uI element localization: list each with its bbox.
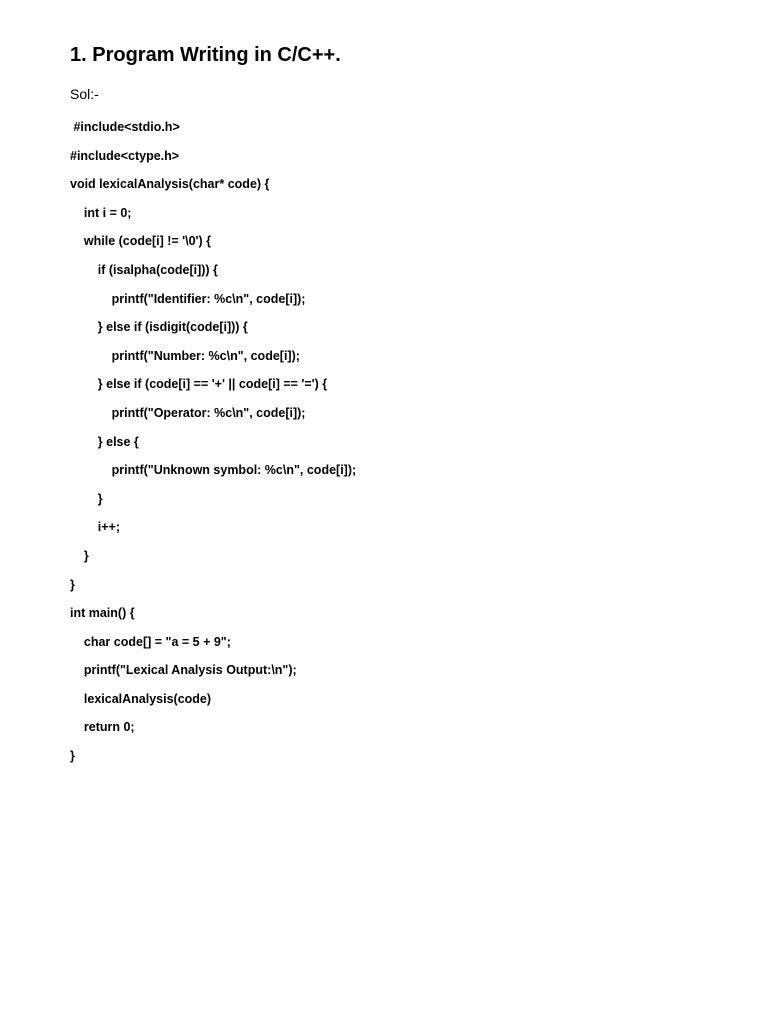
code-line: printf("Unknown symbol: %c\n", code[i]); (70, 463, 357, 478)
code-line: } else if (isdigit(code[i])) { (70, 320, 248, 335)
code-line: } (70, 749, 75, 764)
code-line: } (70, 491, 103, 506)
code-line: if (isalpha(code[i])) { (70, 262, 218, 277)
code-line: } else { (70, 434, 139, 449)
code-line: #include<ctype.h> (70, 148, 180, 163)
code-line: int main() { (70, 606, 135, 621)
solution-label: Sol:- (70, 86, 99, 102)
code-line: } else if (code[i] == '+' || code[i] == '=') { (70, 377, 328, 392)
code-line: lexicalAnalysis(code) (70, 691, 212, 706)
code-line: printf("Operator: %c\n", code[i]); (70, 405, 306, 420)
code-line: printf("Identifier: %c\n", code[i]); (70, 291, 306, 306)
code-block (70, 119, 356, 777)
code-line: } (70, 577, 75, 592)
code-line: i++; (70, 520, 121, 535)
code-line: int i = 0; (70, 205, 132, 220)
section-heading: 1. Program Writing in C/C++. (70, 44, 341, 66)
code-line: printf("Number: %c\n", code[i]); (70, 348, 300, 363)
code-line: #include<stdio.h> (70, 120, 180, 134)
code-line: void lexicalAnalysis(char* code) { (70, 177, 270, 192)
code-line: } (70, 548, 89, 563)
code-line: char code[] = "a = 5 + 9"; (70, 634, 231, 649)
code-line: while (code[i] != '\0') { (70, 234, 212, 249)
code-line: printf("Lexical Analysis Output:\n"); (70, 663, 297, 678)
code-line: return 0; (70, 720, 135, 735)
